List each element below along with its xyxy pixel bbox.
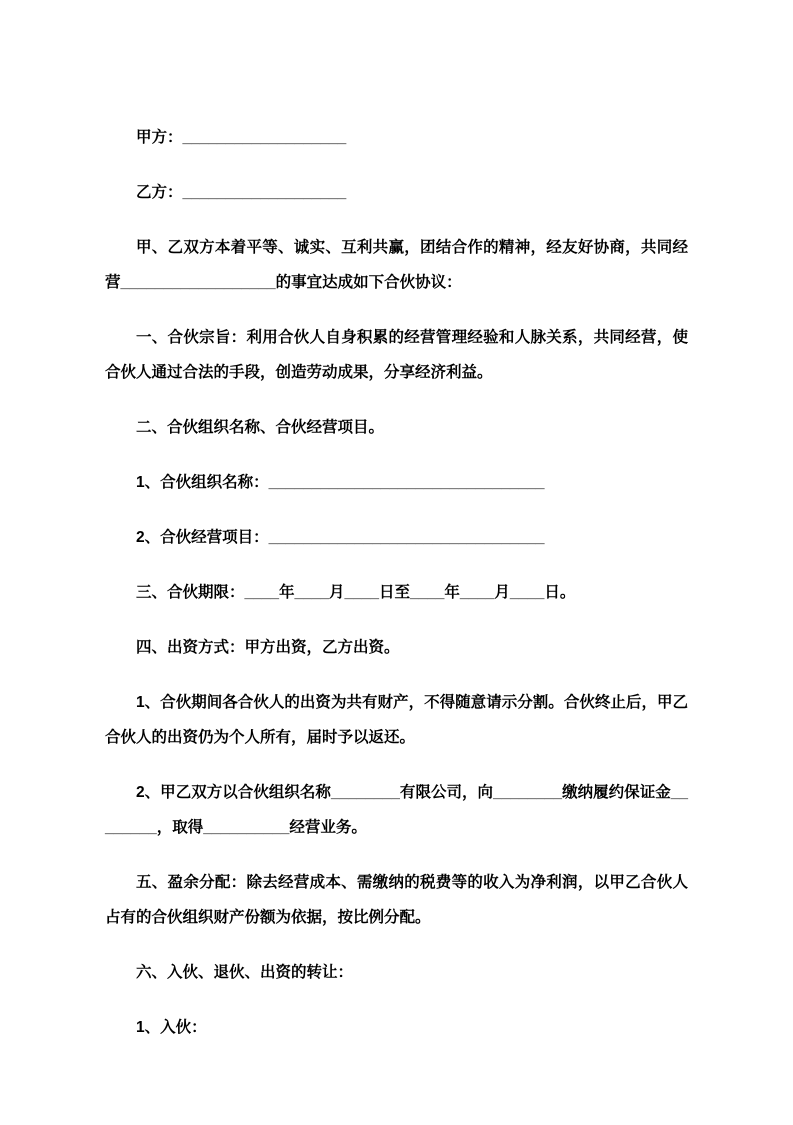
preamble: 甲、乙双方本着平等、诚实、互利共赢，团结合作的精神，经友好协商，共同经营__________________的事宜达成如下合伙协议： <box>105 239 688 291</box>
clause-3-term: 三、合伙期限：____年____月____日至____年____月____日。 <box>136 584 576 601</box>
clause-4-contribution: 四、出资方式：甲方出资，乙方出资。 <box>136 639 400 656</box>
party-a-line: 甲方：___________________ <box>136 129 347 146</box>
contribution-item-1: 1、合伙期间各合伙人的出资为共有财产，不得随意请示分割。合伙终止后，甲乙合伙人的出资仍为个人所有，届时予以返还。 <box>105 694 688 746</box>
party-b-line: 乙方：___________________ <box>136 184 347 201</box>
contribution-item-2: 2、甲乙双方以合伙组织名称________有限公司，向________缴纳履约保证金________，取得__________经营业务。 <box>105 784 688 836</box>
clause-1-purpose: 一、合伙宗旨：利用合伙人自身积累的经营管理经验和人脉关系，共同经营，使合伙人通过合法的手段，创造劳动成果，分享经济利益。 <box>105 329 688 381</box>
clause-6-heading: 六、入伙、退伙、出资的转让： <box>136 964 354 981</box>
clause-2-heading: 二、合伙组织名称、合伙经营项目。 <box>136 419 385 436</box>
organization-name-line: 1、合伙组织名称：________________________________ <box>136 474 545 491</box>
business-project-line: 2、合伙经营项目：________________________________ <box>136 529 545 546</box>
clause-5-profit-sharing: 五、盈余分配：除去经营成本、需缴纳的税费等的收入为净利润，以甲乙合伙人占有的合伙组织财产份额为依据，按比例分配。 <box>105 874 688 926</box>
clause-6-item-1: 1、入伙： <box>136 1019 207 1036</box>
